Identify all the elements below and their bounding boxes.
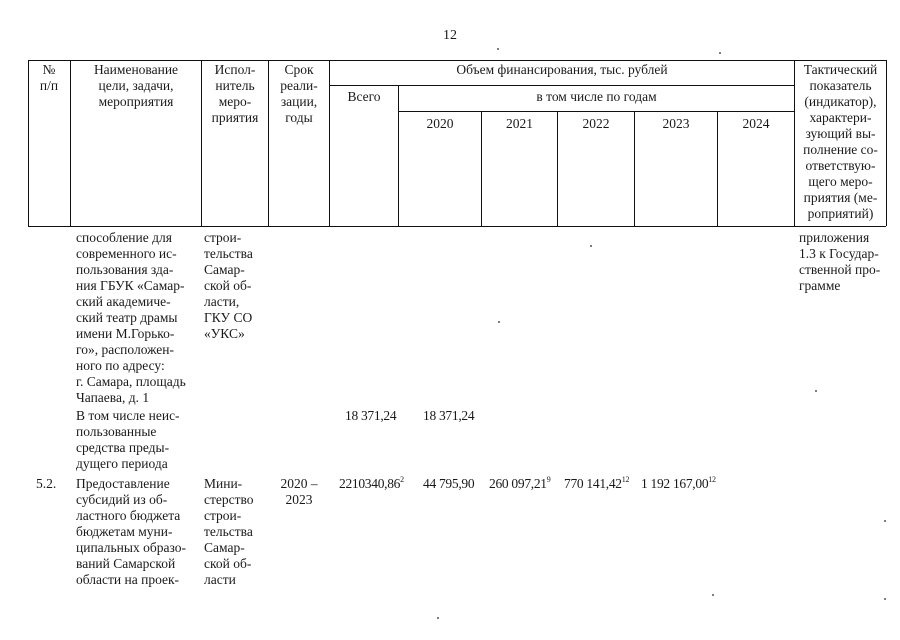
scan-speck (437, 617, 439, 619)
header-term-line: реали- (280, 78, 318, 93)
header-indicator-line: Тактический (803, 62, 878, 77)
item52-2022-footnote: 12 (621, 475, 630, 484)
header-year: 2023 (662, 116, 690, 131)
continuation-name-line: ния ГБУК «Самар- (76, 278, 185, 293)
item52-executor-line: ласти (204, 572, 236, 587)
header-indicator-line: характери- (809, 110, 872, 125)
header-executor-line: приятия (211, 110, 259, 125)
header-year: 2024 (742, 116, 770, 131)
item52-2021 (489, 476, 550, 492)
unused-funds-name-line: пользованные (76, 424, 157, 439)
continuation-name-line: Чапаева, д. 1 (76, 390, 150, 405)
page-number: 12 (443, 28, 457, 43)
unused-funds-name-line: В том числе неис- (76, 408, 180, 423)
item52-2023 (641, 476, 716, 492)
item52-name-line: ластного бюджета (76, 508, 181, 523)
continuation-name-line: ного по адресу: (76, 358, 165, 373)
header-indicator-line: приятия (ме- (803, 190, 878, 205)
item52-name-line: субсидий из об- (76, 492, 168, 507)
header-indicator-line: зующий вы- (805, 126, 876, 141)
header-term-line: зации, (280, 94, 318, 109)
item52-total-footnote: 2 (400, 475, 404, 484)
grid-line (886, 60, 887, 226)
grid-line (70, 60, 71, 226)
header-executor-line: нитель (215, 78, 255, 93)
continuation-executor-line: ской об- (204, 278, 252, 293)
item52-2022 (564, 476, 629, 492)
header-total: Всего (347, 89, 381, 104)
item52-name-line: области на проек- (76, 572, 180, 587)
item52-executor-line: Мини- (204, 476, 243, 491)
grid-line (329, 60, 330, 226)
scan-speck (590, 245, 592, 247)
scan-speck (884, 520, 886, 522)
item52-name-line: Предоставление (76, 476, 170, 491)
continuation-name-line: г. Самара, площадь (76, 374, 186, 389)
header-name-line: Наименование (93, 62, 179, 77)
continuation-name-line: имени М.Горько- (76, 326, 175, 341)
years-subheader-line (398, 111, 794, 112)
continuation-executor-line: ГКУ СО (204, 310, 253, 325)
row-number: 5.2. (36, 476, 57, 491)
item52-term-line: 2020 – (280, 476, 318, 491)
header-indicator-line: роприятий) (807, 206, 874, 221)
continuation-name-line: способление для (76, 230, 172, 245)
item52-2020-value: 44 795,90 (423, 476, 475, 491)
header-indicator-line: (индикатор), (804, 94, 877, 109)
scan-speck (497, 48, 499, 50)
unused-funds-name-line: средства преды- (76, 440, 170, 455)
item52-name-line: бюджетам муни- (76, 524, 173, 539)
continuation-name-line: го», расположен- (76, 342, 174, 357)
unused-funds-total: 18 371,24 (345, 408, 397, 423)
scan-speck (815, 390, 817, 392)
header-indicator-line: ответствую- (805, 158, 876, 173)
header-indicator-line: полнение со- (803, 142, 878, 157)
header-year: 2022 (582, 116, 610, 131)
item52-name-line: ципальных образо- (76, 540, 186, 555)
header-bottom-border (28, 226, 886, 227)
continuation-executor-line: ласти, (204, 294, 240, 309)
item52-executor-line: стерство (204, 492, 254, 507)
item52-total (339, 476, 404, 492)
scan-speck (719, 52, 721, 54)
header-term-line: годы (285, 110, 313, 125)
grid-line (398, 85, 399, 226)
header-name-line: мероприятия (98, 94, 174, 109)
unused-funds-name-line: дущего периода (76, 456, 168, 471)
item52-2022-value: 770 141,42 (564, 476, 622, 491)
header-financing: Объем финансирования, тыс. рублей (456, 62, 668, 77)
header-number: № (42, 62, 56, 77)
continuation-name-line: ский театр драмы (76, 310, 178, 325)
item52-executor-line: тельства (204, 524, 253, 539)
header-indicator-line: показатель (809, 78, 872, 93)
item52-2023-value: 1 192 167,00 (641, 476, 709, 491)
continuation-executor-line: строи- (204, 230, 242, 245)
continuation-indicator-line: грамме (799, 278, 841, 293)
continuation-executor-line: тельства (204, 246, 253, 261)
grid-line (28, 60, 29, 226)
continuation-indicator-line: 1.3 к Государ- (799, 246, 879, 261)
unused-funds-2020: 18 371,24 (423, 408, 475, 423)
continuation-name-line: современного ис- (76, 246, 177, 261)
header-number-sub: п/п (39, 78, 59, 93)
header-name-line: цели, задачи, (98, 78, 174, 93)
scan-speck (498, 321, 500, 323)
continuation-executor-line: «УКС» (204, 326, 245, 341)
header-indicator-line: щего меро- (808, 174, 873, 189)
item52-executor-line: ской об- (204, 556, 252, 571)
header-executor-line: меро- (218, 94, 252, 109)
continuation-name-line: ский академиче- (76, 294, 171, 309)
continuation-indicator-line: приложения (799, 230, 870, 245)
header-year: 2020 (426, 116, 454, 131)
item52-2020 (423, 476, 474, 492)
scan-speck (712, 594, 714, 596)
item52-2021-value: 260 097,21 (489, 476, 547, 491)
continuation-name-line: пользования зда- (76, 262, 174, 277)
item52-total-value: 2210340,86 (339, 476, 401, 491)
item52-term-line: 2023 (285, 492, 313, 507)
item52-executor-line: Самар- (204, 540, 245, 555)
scan-speck (884, 598, 886, 600)
header-by-years: в том числе по годам (536, 89, 657, 104)
table-top-border (28, 60, 886, 61)
header-executor-line: Испол- (214, 62, 256, 77)
continuation-indicator-line: ственной про- (799, 262, 881, 277)
item52-executor-line: строи- (204, 508, 242, 523)
header-term-line: Срок (284, 62, 314, 77)
item52-2021-footnote: 9 (546, 475, 551, 484)
item52-2023-footnote: 12 (708, 475, 716, 484)
header-year: 2021 (506, 116, 533, 131)
continuation-executor-line: Самар- (204, 262, 245, 277)
item52-name-line: ваний Самарской (76, 556, 176, 571)
